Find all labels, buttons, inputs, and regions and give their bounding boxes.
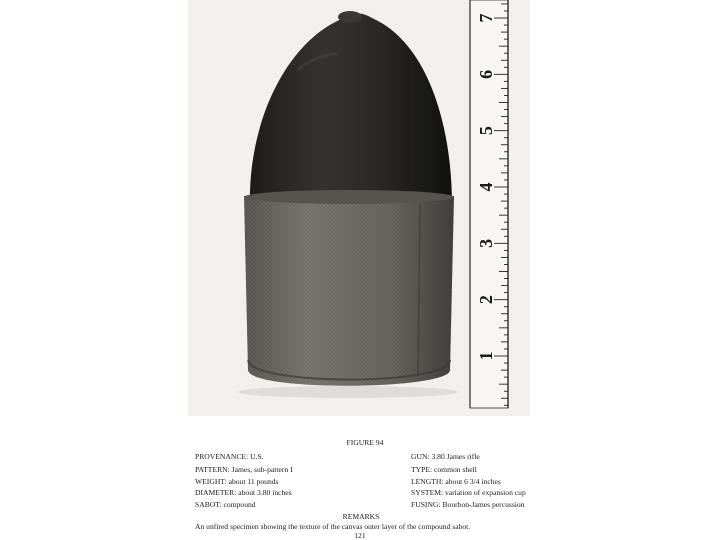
spec-label: LENGTH: — [411, 477, 444, 486]
spec-value: variation of expansion cup — [444, 488, 526, 497]
remarks-heading: REMARKS — [342, 512, 380, 521]
ruler-number: 3 — [476, 238, 496, 248]
spec-value: about 11 pounds — [228, 477, 279, 486]
spec-gun — [411, 452, 480, 461]
spec-label: FUSING: — [411, 500, 441, 509]
spec-label: SABOT: — [195, 500, 222, 509]
remarks-text: An unfired specimen showing the texture of the canvas outer layer of the compound sabot. — [195, 522, 471, 531]
measuring-ruler — [470, 0, 508, 408]
projectile-photograph — [188, 0, 530, 416]
page-number: 121 — [354, 531, 366, 540]
spec-system — [411, 488, 526, 497]
spec-label: DIAMETER: — [195, 488, 237, 497]
spec-label: GUN: — [411, 452, 430, 461]
spec-length — [411, 477, 501, 486]
ruler-number: 4 — [476, 182, 496, 192]
ruler-number: 6 — [476, 69, 496, 79]
ruler-number: 5 — [476, 126, 496, 136]
spec-diameter — [195, 488, 292, 497]
spec-value: compound — [223, 500, 256, 509]
spec-value: about 3.80 inches — [238, 488, 292, 497]
spec-value: about 6 3/4 inches — [445, 477, 501, 486]
spec-type — [411, 465, 477, 474]
figure-title: FIGURE 94 — [346, 438, 384, 447]
spec-fusing — [411, 500, 525, 509]
spec-label: WEIGHT: — [195, 477, 227, 486]
spec-value: 3.80 James rifle — [431, 452, 480, 461]
spec-pattern — [195, 465, 293, 474]
spec-value: U.S. — [250, 452, 264, 461]
spec-weight — [195, 477, 279, 486]
spec-label: PROVENANCE: — [195, 452, 249, 461]
spec-label: TYPE: — [411, 465, 433, 474]
spec-label: PATTERN: — [195, 465, 230, 474]
spec-label: SYSTEM: — [411, 488, 444, 497]
ruler-number: 7 — [476, 13, 496, 23]
spec-sabot — [195, 500, 256, 509]
photo-svg — [188, 0, 530, 416]
spec-provenance — [195, 452, 264, 461]
sabot-body — [244, 190, 454, 386]
ruler-number: 2 — [476, 295, 496, 305]
spec-value: Bourbon-James percussion — [442, 500, 525, 509]
spec-value: James, sub-pattern I — [231, 465, 293, 474]
spec-value: common shell — [434, 465, 477, 474]
ruler-number: 1 — [476, 351, 496, 361]
